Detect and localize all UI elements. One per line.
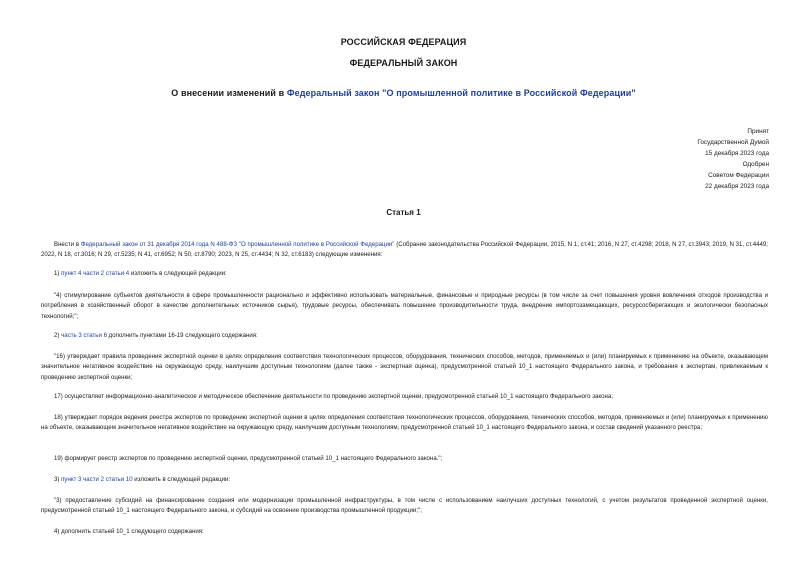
item-1-paragraph (41, 269, 768, 279)
intro-text: Внести в (54, 241, 81, 248)
adoption-line: Советом Федерации (708, 172, 769, 180)
article-heading: Статья 1 (386, 208, 421, 217)
item-3-text: "3) предоставление субсидий на финансирование создания или модернизации промышленной инфраструктуры, в том числе с использованием наилучших доступных технологий, с учетом результатов проведенной экспертной оценки, предусмотренной статьей 10_1 настоящего Федерального закона, и субсидий на освоение производства промышленной продукции;"; (41, 497, 768, 515)
item-text: 3) (54, 476, 62, 483)
adoption-line: Принят (747, 128, 769, 135)
item-2-point-19: 19) формирует реестр экспертов по проведению экспертной оценки, предусмотренной статьей 10_1 настоящего Федерального закона."; (54, 455, 443, 462)
item-text: 2) (54, 332, 62, 339)
adoption-block (697, 126, 769, 193)
item-2-link[interactable]: часть 3 статьи 6 (61, 332, 107, 339)
item-text: 1) (54, 270, 62, 277)
item-text: изложить в следующей редакции: (129, 270, 227, 277)
item-2-point-16: "16) утверждает правила проведения экспертной оценки в целях определения соответствия технологических процессов, оборудования, технических способов, методов, применяемых и (или) планируемых к применению на объекте, оказывающем значительное негативное воздействие на окружающую среду, наилучшим доступным технологиям (далее также - экспертная оценка), предусмотренной статьей 10_1 настоящего Федерального закона, и требования к экспертам, привлекаемым к проведению экспертной оценки; (41, 353, 768, 381)
law-488-link[interactable]: Федеральный закон от 31 декабря 2014 года N 488-ФЗ "О промышленной политике в Российской Федерации" (80, 241, 395, 248)
intro-paragraph (41, 240, 768, 261)
country-heading: РОССИЙСКАЯ ФЕДЕРАЦИЯ (340, 37, 467, 47)
item-text: дополнить пунктами 16-19 следующего содержания: (106, 332, 258, 339)
intro-text: (Собрание законодательства Российской Федерации, 2015, N 1, ст.41; 2016, N 27, ст.4298; 2018, N 27, ст.3943; 2019, N 31, ст.4449; 2022, N 18, ст.3016; N 29, ст.5235; N 41, ст.6952; N 50, ст.8790; 2023, N 25, ст.4434; N 32, ст.6183) следующие изменения: (41, 241, 768, 259)
law-title-prefix: О внесении изменений в (171, 88, 287, 98)
item-1-link[interactable]: пункт 4 части 2 статьи 4 (61, 270, 130, 277)
item-2-point-17: 17) осуществляет информационно-аналитическое и методическое обеспечение деятельности по проведению экспертной оценки, предусмотренной статьей 10_1 настоящего Федерального закона; (54, 393, 613, 400)
item-2-point-18: 18) утверждает порядок ведения реестра экспертов по проведению экспертной оценки в целях определения соответствия технологических процессов, оборудования, технических способов, методов, применяемых и (или) планируемых к применению на объекте, оказывающем значительное негативное воздействие на окружающую среду, наилучшим доступным технологиям, предусмотренной статьей 10_1 настоящего Федерального закона, и состав сведений указанного реестра; (41, 414, 768, 432)
amended-law-link[interactable]: Федеральный закон "О промышленной политике в Российской Федерации" (286, 88, 636, 98)
adoption-line: 22 декабря 2023 года (705, 183, 769, 191)
item-4-paragraph: 4) дополнить статьей 10_1 следующего содержания: (54, 528, 204, 535)
item-3-link[interactable]: пункт 3 части 2 статьи 10 (61, 476, 133, 483)
adoption-line: Государственной Думой (697, 139, 769, 147)
adoption-line: Одобрен (742, 161, 769, 169)
adoption-line: 15 декабря 2023 года (705, 150, 769, 158)
item-1-text: "4) стимулирование субъектов деятельности в сфере промышленности рационально и эффективно использовать материальные, финансовые и природные ресурсы (в том числе за счет повышения уровня вовлечения отходов производства и потребления в хозяйственный оборот в качестве дополнительных источников сырья), трудовые ресурсы, обеспечивать повышение производительности труда, внедрение импортозамещающих, ресурсосберегающих и экологически безопасных технологий;"; (41, 292, 768, 320)
item-3-paragraph (41, 475, 768, 485)
law-title (0, 88, 807, 98)
law-type-heading: ФЕДЕРАЛЬНЫЙ ЗАКОН (349, 58, 458, 68)
item-text: изложить в следующей редакции: (132, 476, 231, 483)
item-2-paragraph (41, 331, 768, 341)
